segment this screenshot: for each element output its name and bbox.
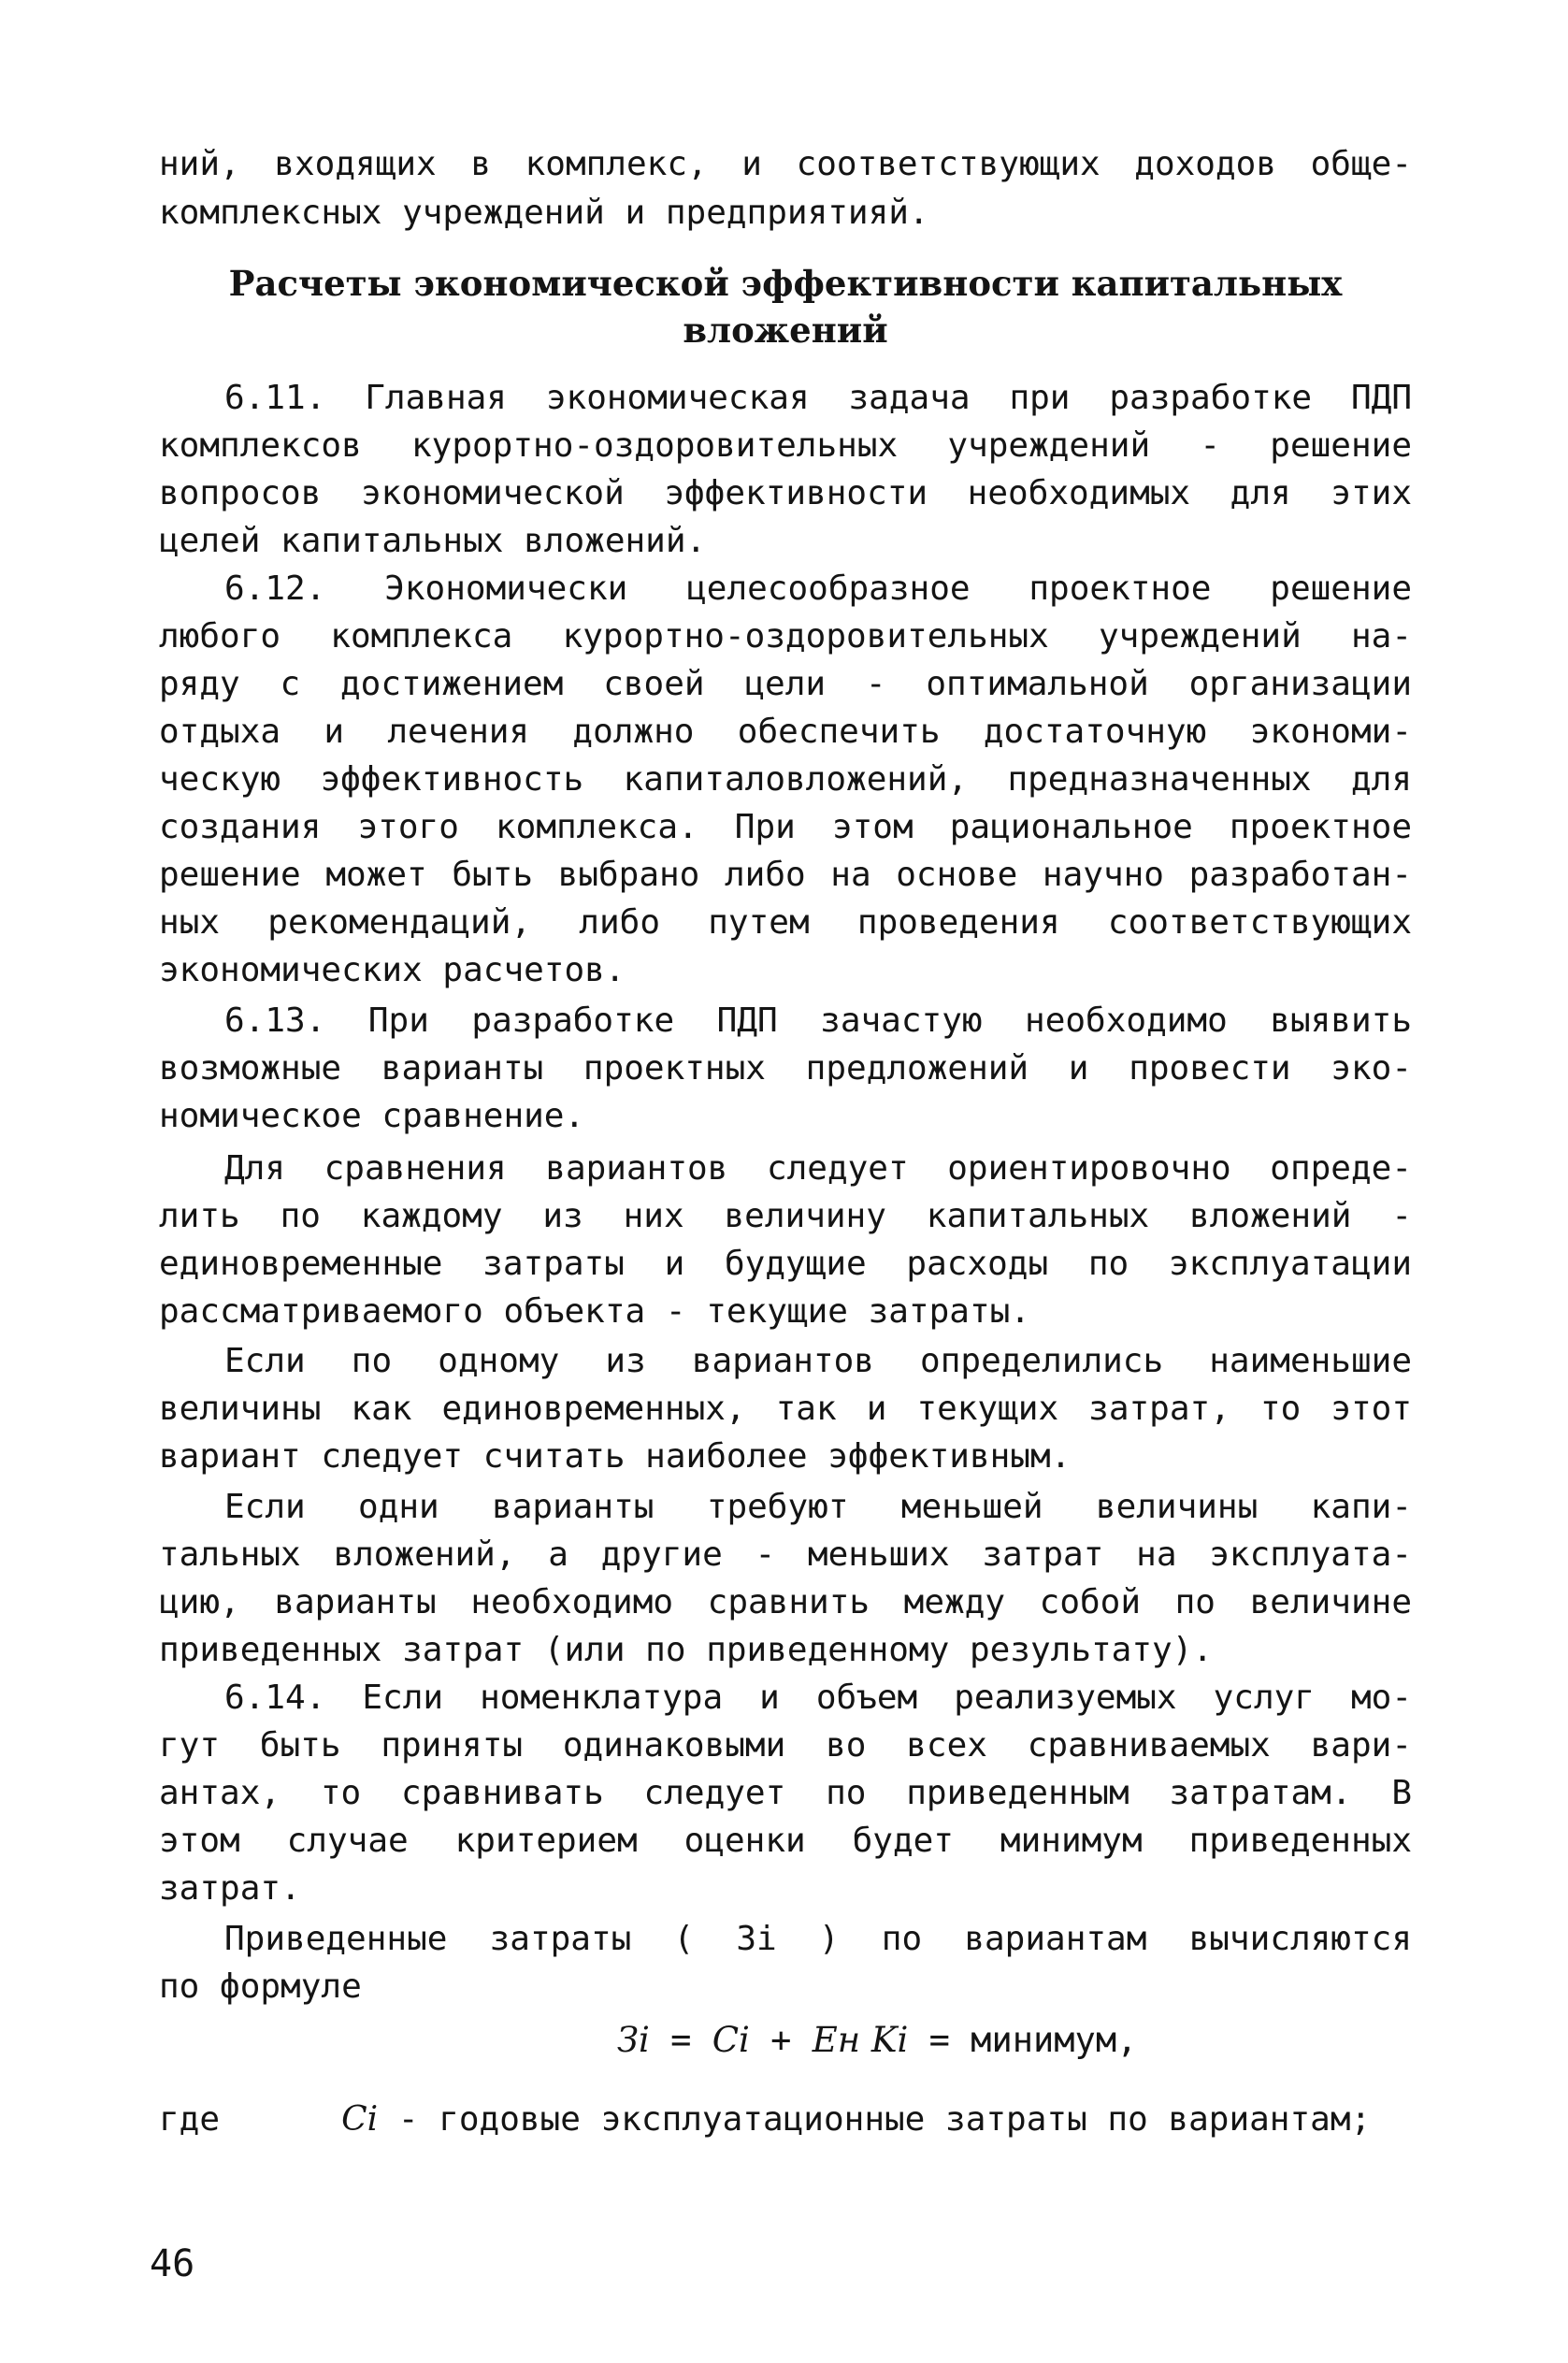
para-compare-line-3: единовременные затраты и будущие расходы по эксплуатации — [159, 1245, 1412, 1283]
para-compare-line-4: рассматриваемого объекта - текущие затраты. — [159, 1292, 1030, 1331]
where-text: - годовые эксплуатационные затраты по вариантам; — [397, 2100, 1372, 2139]
cost-formula — [617, 2020, 1137, 2061]
para-613-line-2: возможные варианты проектных предложений и провести эко- — [159, 1049, 1412, 1088]
intro-line-1: ний, входящих в комплекс, и соответствующих доходов обще- — [159, 145, 1412, 183]
para-612-line-1: 6.12. Экономически целесообразное проектное решение — [224, 569, 1412, 608]
para-614-line-1: 6.14. Если номенклатура и объем реализуемых услуг мо- — [224, 1679, 1412, 1717]
para-612-line-3: ряду с достижением своей цели - оптимальной организации — [159, 665, 1412, 703]
where-definition — [159, 2099, 1412, 2140]
para-611-line-1: 6.11. Главная экономическая задача при разработке ПДП — [224, 379, 1412, 417]
formula-e-term: Eн — [812, 2020, 861, 2060]
para-614-line-5: затрат. — [159, 1869, 301, 1908]
para-612-line-6: создания этого комплекса. При этом рациональное проектное — [159, 808, 1412, 846]
section-heading-line-1: Расчеты экономической эффективности капитальных — [228, 263, 1343, 304]
intro-line-2: комплексных учреждений и предприятияй. — [159, 194, 929, 232]
formula-equals-2: = — [908, 2020, 971, 2060]
para-least-line-1: Если по одному из вариантов определились наименьшие — [224, 1342, 1412, 1380]
para-612-line-4: отдыха и лечения должно обеспечить достаточную экономи- — [159, 713, 1412, 751]
formula-equals-1: = — [649, 2020, 712, 2060]
para-reduced-line-1: Если одни варианты требуют меньшей величины капи- — [224, 1488, 1412, 1526]
para-611-line-3: вопросов экономической эффективности необходимых для этих — [159, 474, 1412, 512]
where-label: где — [159, 2100, 221, 2139]
formula-k-term: Ki — [860, 2020, 909, 2060]
para-compare-line-2: лить по каждому из них величину капитальных вложений - — [159, 1197, 1412, 1235]
para-formula-intro-line-1: Приведенные затраты ( Зi ) по вариантам вычисляются — [224, 1920, 1412, 1958]
para-612-line-8: ных рекомендаций, либо путем проведения соответствующих — [159, 903, 1412, 942]
para-least-line-3: вариант следует считать наиболее эффективным. — [159, 1437, 1072, 1476]
formula-lhs: Зi — [617, 2020, 650, 2060]
para-612-line-5: ческую эффективность капиталовложений, предназначенных для — [159, 760, 1412, 799]
page-number: 46 — [150, 2242, 195, 2285]
para-611-line-2: комплексов курортно-оздоровительных учреждений - решение — [159, 426, 1412, 465]
para-611-line-4: целей капитальных вложений. — [159, 522, 707, 560]
para-614-line-3: антах, то сравнивать следует по приведенным затратам. В — [159, 1774, 1412, 1812]
where-symbol: Ci — [341, 2100, 379, 2139]
para-612-line-2: любого комплекса курортно-оздоровительных учреждений на- — [159, 617, 1412, 656]
section-heading-line-2: вложений — [683, 310, 888, 351]
para-614-line-4: этом случае критерием оценки будет минимум приведенных — [159, 1822, 1412, 1860]
para-613-line-3: номическое сравнение. — [159, 1097, 585, 1135]
para-reduced-line-3: цию, варианты необходимо сравнить между собой по величине — [159, 1583, 1412, 1621]
para-614-line-2: гут быть приняты одинаковыми во всех сравниваемых вари- — [159, 1726, 1412, 1765]
para-612-line-7: решение может быть выбрано либо на основе научно разработан- — [159, 856, 1412, 894]
para-least-line-2: величины как единовременных, так и текущих затрат, то этот — [159, 1390, 1412, 1428]
para-612-line-9: экономических расчетов. — [159, 951, 626, 989]
para-formula-intro-line-2: по формуле — [159, 1967, 362, 2006]
formula-result: минимум, — [971, 2020, 1138, 2060]
para-613-line-1: 6.13. При разработке ПДП зачастую необходимо выявить — [224, 1001, 1412, 1040]
para-compare-line-1: Для сравнения вариантов следует ориентировочно опреде- — [224, 1149, 1412, 1188]
formula-c-term: Ci — [712, 2020, 750, 2060]
formula-plus: + — [749, 2020, 813, 2060]
para-reduced-line-4: приведенных затрат (или по приведенному результату). — [159, 1631, 1214, 1669]
para-reduced-line-2: тальных вложений, а другие - меньших затрат на эксплуата- — [159, 1535, 1412, 1574]
